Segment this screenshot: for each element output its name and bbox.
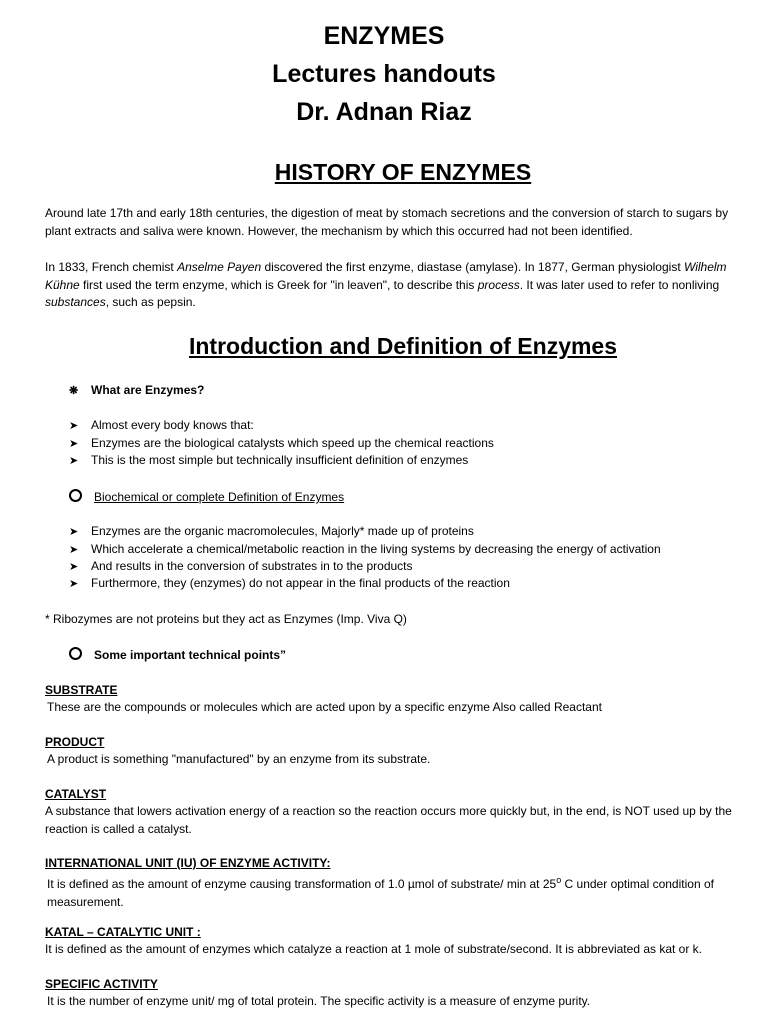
- asterisk-bullet-icon: ❋: [69, 385, 79, 397]
- technical-points-heading: Some important technical points”: [69, 647, 286, 662]
- specific-activity-definition: It is the number of enzyme unit/ mg of total protein. The specific activity is a measure of enzyme purity.: [47, 994, 591, 1008]
- arrowhead-bullet-icon: ➤: [69, 455, 79, 467]
- arrowhead-bullet-icon: ➤: [69, 526, 79, 538]
- question-item: ❋ What are Enzymes?: [69, 383, 205, 397]
- circle-bullet-icon: [69, 489, 82, 502]
- katal-term: KATAL – CATALYTIC UNIT :: [45, 925, 201, 939]
- arrowhead-bullet-icon: ➤: [69, 544, 79, 556]
- list-item: ➤ Almost every body knows that:: [69, 418, 254, 432]
- arrowhead-bullet-icon: ➤: [69, 561, 79, 573]
- list-item: ➤ Enzymes are the organic macromolecules, Majorly* made up of proteins: [69, 524, 474, 538]
- iu-definition: It is defined as the amount of enzyme causing transformation of 1.0 µmol of substrate/ min at 25$^o$ C under optimal condition of measurement.: [47, 875, 714, 909]
- doc-title: ENZYMES: [323, 22, 445, 50]
- history-heading: HISTORY OF ENZYMES: [274, 159, 532, 185]
- product-definition: A product is something "manufactured" by an enzyme from its substrate.: [47, 752, 431, 766]
- arrowhead-bullet-icon: ➤: [69, 420, 79, 432]
- arrowhead-bullet-icon: ➤: [69, 578, 79, 590]
- doc-subtitle: Lectures handouts: [272, 60, 496, 88]
- list-item: ➤ And results in the conversion of substrates in to the products: [69, 559, 413, 573]
- ribozyme-footnote: * Ribozymes are not proteins but they act as Enzymes (Imp. Viva Q): [45, 612, 407, 626]
- specific-activity-term: SPECIFIC ACTIVITY: [45, 977, 158, 991]
- product-term: PRODUCT: [45, 735, 105, 749]
- substrate-definition: These are the compounds or molecules which are acted upon by a specific enzyme Also called Reactant: [47, 700, 602, 714]
- complete-definition-heading: Biochemical or complete Definition of Enzymes: [69, 489, 344, 504]
- catalyst-definition: A substance that lowers activation energy of a reaction so the reaction occurs more quickly but, in the end, is NOT used up by the reaction is called a catalyst.: [45, 804, 732, 836]
- list-item: ➤ This is the most simple but technically insufficient definition of enzymes: [69, 453, 469, 467]
- circle-bullet-icon: [69, 647, 82, 660]
- intro-heading: Introduction and Definition of Enzymes: [188, 333, 618, 359]
- substrate-term: SUBSTRATE: [45, 683, 118, 697]
- katal-definition: It is defined as the amount of enzymes which catalyze a reaction at 1 mole of substrate/second. It is abbreviated as kat or k.: [45, 942, 703, 956]
- history-paragraph-1: Around late 17th and early 18th centuries, the digestion of meat by stomach secretions and the conversion of starch to sugars by plant extracts and saliva were known. However, the mechanism by which this occurred had not been identified.: [45, 206, 729, 238]
- doc-author: Dr. Adnan Riaz: [296, 98, 472, 126]
- list-item: ➤ Furthermore, they (enzymes) do not appear in the final products of the reaction: [69, 576, 510, 590]
- payen-name: Anselme Payen: [177, 260, 262, 274]
- arrowhead-bullet-icon: ➤: [69, 438, 79, 450]
- history-paragraph-2: In 1833, French chemist Anselme Payen discovered the first enzyme, diastase (amylase). In 1877, German physiologist Wilhelm Kühne first used the term enzyme, which is Greek for "in leaven", to describe this process. It was later used to refer to nonliving substances, such as pepsin.: [45, 260, 727, 309]
- kuhne-name: Wilhelm Kühne: [45, 260, 727, 292]
- list-item: ➤ Enzymes are the biological catalysts which speed up the chemical reactions: [69, 436, 494, 450]
- catalyst-term: CATALYST: [45, 787, 107, 801]
- list-item: ➤ Which accelerate a chemical/metabolic reaction in the living systems by decreasing the energy of activation: [69, 542, 661, 556]
- iu-term: INTERNATIONAL UNIT (IU) OF ENZYME ACTIVITY:: [45, 856, 331, 870]
